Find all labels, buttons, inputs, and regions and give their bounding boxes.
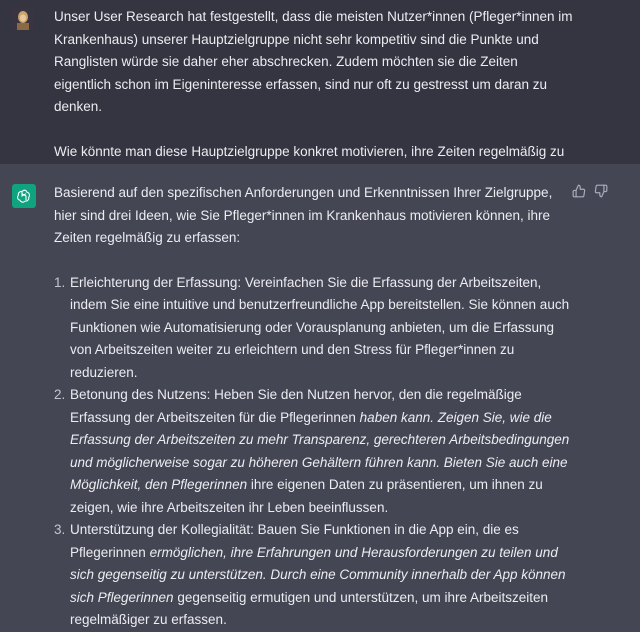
- assistant-message-text: [54, 182, 574, 632]
- thumbs-down-icon[interactable]: [594, 184, 608, 198]
- feedback-buttons: [572, 184, 608, 198]
- openai-logo-icon: [12, 184, 36, 208]
- list-item: [54, 519, 574, 632]
- list-item-tail-text: gegenseitig ermutigen und unterstützen, um ihre Arbeitszeiten regelmäßiger zu erfassen.: [70, 589, 549, 627]
- user-paragraph-2: Wie könnte man diese Hauptzielgruppe konkret motivieren, ihre Zeiten regelmäßig zu: [54, 144, 565, 159]
- assistant-message-row: [0, 164, 640, 627]
- list-number: 2.: [54, 387, 66, 402]
- user-avatar-icon: [12, 8, 34, 30]
- list-item: [54, 384, 574, 519]
- user-paragraph-1: Unser User Research hat festgestellt, dass die meisten Nutzer*innen (Pfleger*innen im Krankenhaus) unserer Hauptzielgruppe nicht sehr kompetitiv sind die Punkte und Ranglisten würde sie daher eher abschrecken. Zudem möchten sie die Zeiten eigentlich schon im Eigeninteresse erfassen, sind nur oft zu gestresst um daran zu denken.: [54, 9, 573, 114]
- list-item-text: Erleichterung der Erfassung: Vereinfachen Sie die Erfassung der Arbeitszeiten, indem Sie eine intuitive und benutzerfreundliche App bereitstellen. Sie können auch Funktionen wie Automatisierung oder Vorausplanung anbieten, um die Erfassung von Arbeitszeiten weiter zu erleichtern und den Stress für Pfleger*innen zu reduzieren.: [70, 274, 570, 380]
- user-message-row: [0, 0, 640, 164]
- thumbs-up-icon[interactable]: [572, 184, 586, 198]
- list-item-italic-text: haben kann. Zeigen Sie, wie die Erfassung der Arbeitszeiten zu mehr Transparenz, gerechteren Arbeitsbedingungen und möglicherweise sogar zu höheren Gehältern führen kann. Bieten Sie auch eine Möglichkeit, den Pflegerinnen: [70, 409, 570, 492]
- list-item-text: Betonung des Nutzens: Heben Sie den Nutzen hervor, den die regelmäßige Erfassung der Arbeitszeiten für die Pflegerinnen: [70, 387, 522, 425]
- list-item-text: Unterstützung der Kollegialität: Bauen Sie Funktionen in die App ein, die es Pflegerinnen: [70, 522, 519, 560]
- list-item: [54, 272, 574, 385]
- assistant-intro: Basierend auf den spezifischen Anforderungen und Erkenntnissen Ihrer Zielgruppe, hier sind drei Ideen, wie Sie Pfleger*innen im Krankenhaus motivieren können, ihre Zeiten regelmäßig zu erfassen:: [54, 185, 553, 245]
- ideas-list: [54, 272, 574, 632]
- list-item-tail-text: ihre eigenen Daten zu präsentieren, um ihnen zu zeigen, wie ihre Arbeitszeiten ihr Leben beeinflussen.: [70, 477, 543, 515]
- list-item-italic-text: ermöglichen, ihre Erfahrungen und Herausforderungen zu teilen und sich gegenseitig zu unterstützen. Durch eine Community innerhalb der App können sich Pflegerinnen: [70, 544, 566, 605]
- list-number: 1.: [54, 274, 66, 290]
- list-number: 3.: [54, 522, 66, 537]
